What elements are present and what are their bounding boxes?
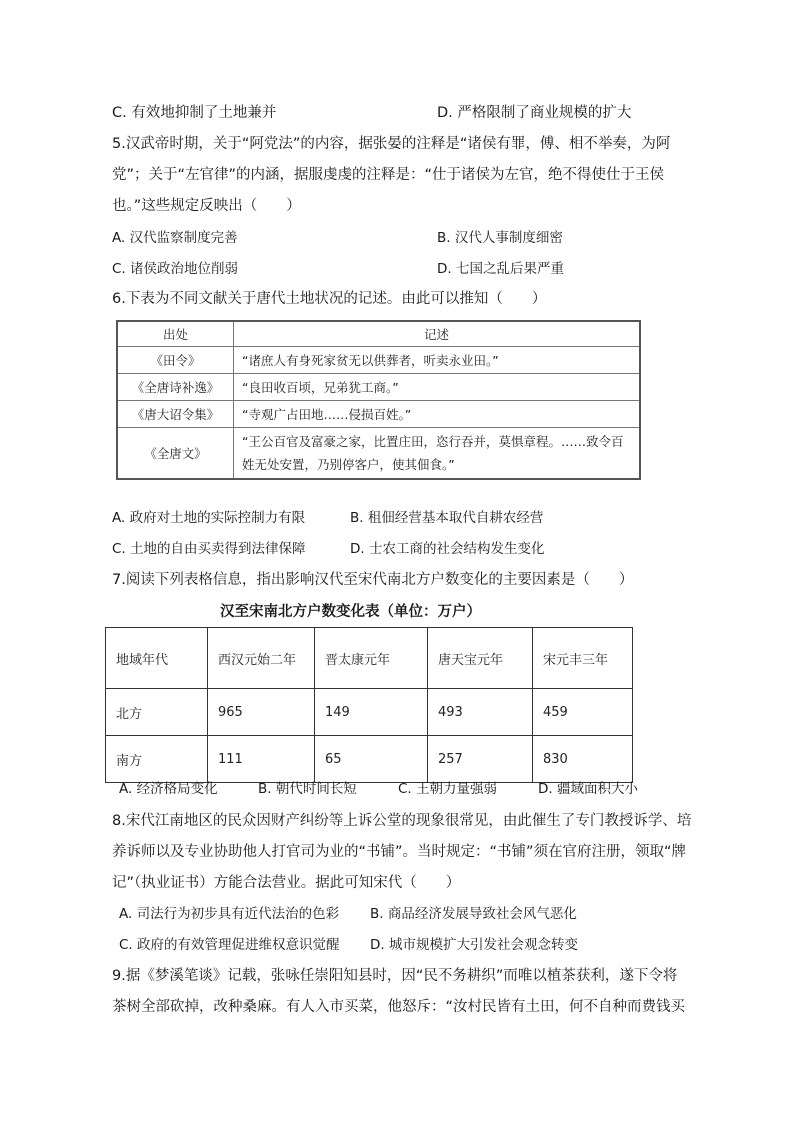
q7-option-d: D. 疆域面积大小 bbox=[538, 781, 638, 797]
table-header: 晋太康元年 bbox=[315, 628, 428, 689]
q4-option-c: C. 有效地抑制了土地兼并 bbox=[112, 105, 277, 121]
table-header: 记述 bbox=[234, 321, 641, 347]
table-header-row bbox=[106, 628, 633, 689]
table-row bbox=[106, 736, 633, 783]
q7-table-caption: 汉至宋南北方户数变化表（单位：万户） bbox=[220, 604, 481, 620]
table-row bbox=[106, 689, 633, 736]
q9-stem-line-1: 9.据《梦溪笔谈》记载，张咏任崇阳知县时，因“民不务耕织”而唯以植茶获利，遂下令将 bbox=[112, 968, 678, 984]
table-cell: 北方 bbox=[106, 689, 208, 736]
q7-option-a: A. 经济格局变化 bbox=[119, 781, 218, 797]
source-cell: 《全唐文》 bbox=[117, 428, 234, 480]
table-cell: 965 bbox=[208, 689, 315, 736]
table-row bbox=[117, 401, 640, 428]
q5-stem-line-2: 党”；关于“左官律”的内涵，据服虔虔的注释是：“仕于诸侯为左官，绝不得使仕于王侯 bbox=[112, 167, 665, 183]
table-header: 出处 bbox=[117, 321, 234, 347]
q8-option-c: C. 政府的有效管理促进维权意识觉醒 bbox=[119, 937, 340, 953]
q6-table bbox=[116, 320, 641, 480]
record-cell bbox=[234, 428, 641, 480]
q5-option-c: C. 诸侯政治地位削弱 bbox=[112, 261, 239, 277]
table-cell: 459 bbox=[533, 689, 633, 736]
record-line: “王公百官及富豪之家，比置庄田，恣行吞并，莫惧章程。……致令百 bbox=[242, 434, 624, 449]
q7-table bbox=[105, 627, 633, 783]
q7-option-c: C. 王朝力量强弱 bbox=[398, 781, 498, 797]
table-cell: 149 bbox=[315, 689, 428, 736]
q6-stem: 6.下表为不同文献关于唐代土地状况的记述。由此可以推知（ ） bbox=[112, 291, 547, 307]
q6-option-b: B. 租佃经营基本取代自耕农经营 bbox=[350, 510, 544, 526]
source-cell: 《唐大诏令集》 bbox=[117, 401, 234, 428]
q8-stem-line-3: 记”（执业证书）方能合法营业。据此可知宋代（ ） bbox=[112, 875, 461, 891]
q8-stem-line-1: 8.宋代江南地区的民众因财产纠纷等上诉公堂的现象很常见，由此催生了专门教授诉学、培 bbox=[112, 813, 692, 829]
q8-option-a: A. 司法行为初步具有近代法治的色彩 bbox=[119, 906, 340, 922]
q5-option-a: A. 汉代监察制度完善 bbox=[112, 230, 238, 246]
q5-option-d: D. 七国之乱后果严重 bbox=[437, 261, 564, 277]
source-cell: 《田令》 bbox=[117, 347, 234, 374]
table-cell: 493 bbox=[428, 689, 533, 736]
table-header: 地域年代 bbox=[106, 628, 208, 689]
table-header: 唐天宝元年 bbox=[428, 628, 533, 689]
q9-stem-line-2: 茶树全部砍掉，改种桑麻。有人入市买菜，他怒斥：“汝村民皆有土田，何不自种而费钱买 bbox=[112, 999, 686, 1015]
q5-option-b: B. 汉代人事制度细密 bbox=[437, 230, 563, 246]
record-cell: “诸庶人有身死家贫无以供葬者，听卖永业田。” bbox=[234, 347, 641, 374]
record-line: 姓无处安置，乃别停客户，使其佃食。” bbox=[242, 457, 455, 472]
q8-option-b: B. 商品经济发展导致社会风气恶化 bbox=[370, 906, 577, 922]
table-row bbox=[117, 347, 640, 374]
q8-option-d: D. 城市规模扩大引发社会观念转变 bbox=[370, 937, 578, 953]
table-row bbox=[117, 374, 640, 401]
table-cell: 南方 bbox=[106, 736, 208, 783]
record-cell: “寺观广占田地……侵损百姓。” bbox=[234, 401, 641, 428]
table-cell: 111 bbox=[208, 736, 315, 783]
table-cell: 65 bbox=[315, 736, 428, 783]
q6-option-a: A. 政府对土地的实际控制力有限 bbox=[112, 510, 306, 526]
q5-stem-line-1: 5.汉武帝时期，关于“阿党法”的内容，据张晏的注释是“诸侯有罪，傅、相不举奏，为阿 bbox=[112, 136, 671, 152]
table-header: 宋元丰三年 bbox=[533, 628, 633, 689]
table-header-row bbox=[117, 321, 640, 347]
source-cell: 《全唐诗补逸》 bbox=[117, 374, 234, 401]
q7-option-b: B. 朝代时间长短 bbox=[258, 781, 357, 797]
q8-stem-line-2: 养诉师以及专业协助他人打官司为业的“书铺”。当时规定：“书铺”须在官府注册，领取“牌 bbox=[112, 844, 687, 860]
table-cell: 257 bbox=[428, 736, 533, 783]
record-cell: “良田收百顷，兄弟犹工商。” bbox=[234, 374, 641, 401]
table-cell: 830 bbox=[533, 736, 633, 783]
q6-option-c: C. 土地的自由买卖得到法律保障 bbox=[112, 541, 306, 557]
q5-stem-line-3: 也。”这些规定反映出（ ） bbox=[112, 198, 301, 214]
table-row bbox=[117, 428, 640, 480]
table-header: 西汉元始二年 bbox=[208, 628, 315, 689]
q4-option-d: D. 严格限制了商业规模的扩大 bbox=[437, 105, 632, 121]
q7-stem: 7.阅读下列表格信息，指出影响汉代至宋代南北方户数变化的主要因素是（ ） bbox=[112, 572, 634, 588]
q6-option-d: D. 士农工商的社会结构发生变化 bbox=[350, 541, 545, 557]
